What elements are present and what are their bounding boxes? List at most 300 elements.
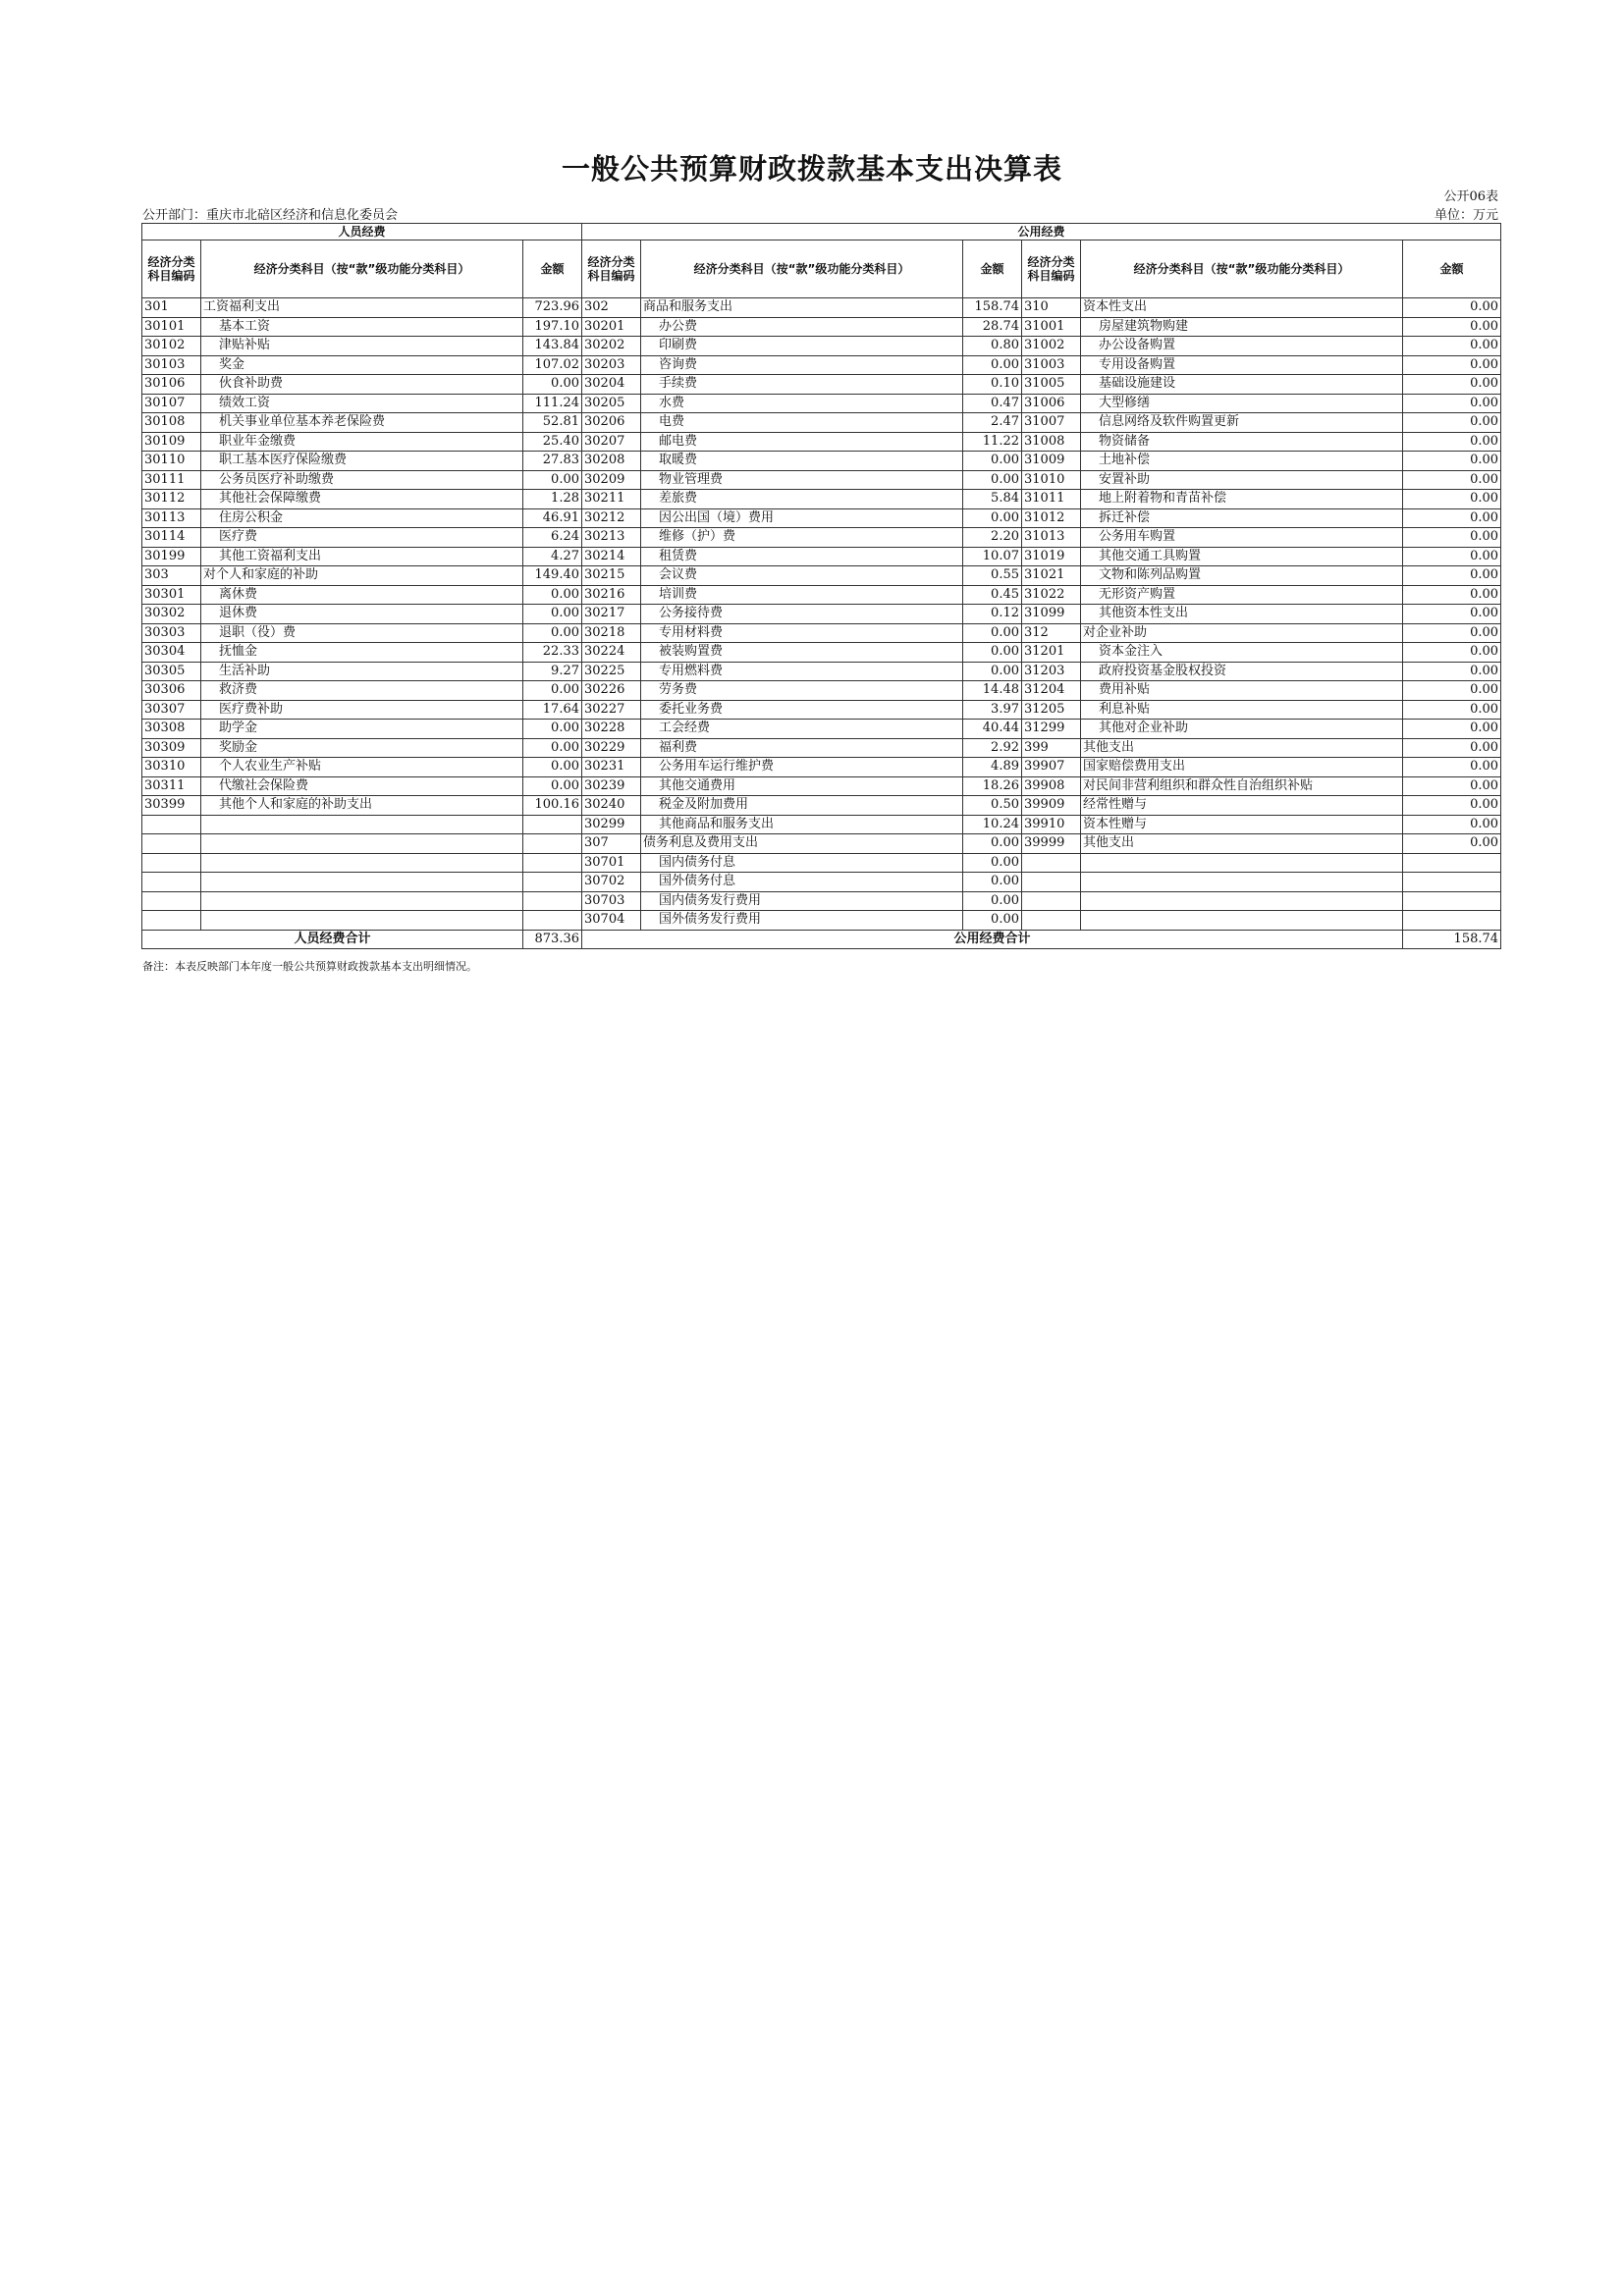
cell-code: 30212 <box>582 508 641 528</box>
table-row <box>142 720 1501 739</box>
col-header-code: 经济分类科目编码 <box>142 240 201 298</box>
cell-amount: 0.00 <box>963 834 1022 854</box>
cell-amount: 0.00 <box>1403 375 1501 395</box>
cell-code: 30310 <box>142 758 201 777</box>
cell-amount <box>1403 891 1501 911</box>
cell-code: 31009 <box>1022 452 1081 471</box>
cell-code <box>142 873 201 892</box>
cell-name: 办公设备购置 <box>1081 337 1403 356</box>
cell-amount: 0.00 <box>1403 317 1501 337</box>
cell-amount: 0.00 <box>1403 834 1501 854</box>
cell-amount: 0.00 <box>1403 470 1501 490</box>
cell-code: 307 <box>582 834 641 854</box>
cell-code: 303 <box>142 566 201 586</box>
cell-amount: 14.48 <box>963 681 1022 701</box>
cell-name <box>1081 911 1403 931</box>
cell-amount: 2.20 <box>963 528 1022 548</box>
cell-amount: 0.00 <box>1403 355 1501 375</box>
cell-code: 30216 <box>582 585 641 605</box>
cell-code <box>1022 853 1081 873</box>
cell-name: 职业年金缴费 <box>201 432 523 452</box>
cell-name: 生活补助 <box>201 662 523 681</box>
cell-amount: 0.00 <box>963 470 1022 490</box>
cell-code: 31201 <box>1022 643 1081 663</box>
col-header-amount: 金额 <box>1403 240 1501 298</box>
cell-code: 31021 <box>1022 566 1081 586</box>
cell-amount: 107.02 <box>523 355 582 375</box>
cell-code: 39999 <box>1022 834 1081 854</box>
cell-code: 30204 <box>582 375 641 395</box>
table-row <box>142 470 1501 490</box>
cell-code: 31204 <box>1022 681 1081 701</box>
cell-code: 30231 <box>582 758 641 777</box>
cell-name: 水费 <box>641 394 963 413</box>
cell-name: 拆迁补偿 <box>1081 508 1403 528</box>
cell-code: 399 <box>1022 738 1081 758</box>
cell-amount <box>523 834 582 854</box>
cell-code: 30309 <box>142 738 201 758</box>
cell-name: 职工基本医疗保险缴费 <box>201 452 523 471</box>
cell-name: 医疗费 <box>201 528 523 548</box>
cell-code: 310 <box>1022 298 1081 318</box>
cell-code <box>142 815 201 834</box>
cell-name <box>201 853 523 873</box>
cell-code: 30113 <box>142 508 201 528</box>
cell-amount: 22.33 <box>523 643 582 663</box>
department-label: 公开部门：重庆市北碚区经济和信息化委员会 <box>142 208 399 223</box>
cell-amount <box>1403 911 1501 931</box>
cell-name: 电费 <box>641 413 963 433</box>
cell-amount: 0.00 <box>963 662 1022 681</box>
table-row <box>142 452 1501 471</box>
doc-code: 公开06表 <box>1443 189 1498 204</box>
cell-amount: 0.00 <box>523 681 582 701</box>
col-header-amount: 金额 <box>963 240 1022 298</box>
cell-amount: 0.00 <box>523 585 582 605</box>
cell-name: 其他支出 <box>1081 834 1403 854</box>
cell-amount: 0.00 <box>523 623 582 643</box>
cell-code: 30209 <box>582 470 641 490</box>
table-row <box>142 758 1501 777</box>
cell-name: 医疗费补助 <box>201 700 523 720</box>
col-header-code: 经济分类科目编码 <box>1022 240 1081 298</box>
cell-amount: 0.00 <box>1403 605 1501 624</box>
cell-code: 30311 <box>142 776 201 796</box>
cell-name: 退休费 <box>201 605 523 624</box>
cell-name: 其他交通费用 <box>641 776 963 796</box>
cell-code: 31013 <box>1022 528 1081 548</box>
cell-code: 30215 <box>582 566 641 586</box>
cell-amount: 2.92 <box>963 738 1022 758</box>
cell-code: 30207 <box>582 432 641 452</box>
cell-code: 30111 <box>142 470 201 490</box>
cell-code: 30203 <box>582 355 641 375</box>
cell-amount <box>523 815 582 834</box>
cell-amount <box>523 891 582 911</box>
cell-amount <box>1403 853 1501 873</box>
cell-name <box>1081 853 1403 873</box>
cell-amount: 111.24 <box>523 394 582 413</box>
cell-amount: 0.00 <box>1403 413 1501 433</box>
unit-label: 单位：万元 <box>1434 208 1498 223</box>
cell-amount: 27.83 <box>523 452 582 471</box>
cell-amount: 0.00 <box>523 375 582 395</box>
table-row <box>142 566 1501 586</box>
col-header-name: 经济分类科目（按“款”级功能分类科目） <box>201 240 523 298</box>
cell-name: 被装购置费 <box>641 643 963 663</box>
cell-amount: 0.00 <box>1403 508 1501 528</box>
cell-amount: 0.00 <box>1403 720 1501 739</box>
cell-name: 救济费 <box>201 681 523 701</box>
cell-code: 30301 <box>142 585 201 605</box>
cell-amount: 4.89 <box>963 758 1022 777</box>
cell-code: 30303 <box>142 623 201 643</box>
table-row <box>142 873 1501 892</box>
table-row <box>142 662 1501 681</box>
table-row <box>142 490 1501 509</box>
cell-code: 302 <box>582 298 641 318</box>
cell-name: 国内债务付息 <box>641 853 963 873</box>
cell-code: 31019 <box>1022 547 1081 566</box>
cell-code: 312 <box>1022 623 1081 643</box>
cell-name: 对个人和家庭的补助 <box>201 566 523 586</box>
cell-code: 30703 <box>582 891 641 911</box>
table-row <box>142 815 1501 834</box>
cell-code: 301 <box>142 298 201 318</box>
cell-amount: 0.00 <box>1403 700 1501 720</box>
cell-code: 31006 <box>1022 394 1081 413</box>
cell-name <box>201 891 523 911</box>
cell-amount <box>523 873 582 892</box>
cell-code: 31010 <box>1022 470 1081 490</box>
cell-name: 其他个人和家庭的补助支出 <box>201 796 523 816</box>
cell-code: 30701 <box>582 853 641 873</box>
table-row <box>142 796 1501 816</box>
cell-name: 维修（护）费 <box>641 528 963 548</box>
cell-name: 离休费 <box>201 585 523 605</box>
table-row <box>142 643 1501 663</box>
cell-name: 对企业补助 <box>1081 623 1403 643</box>
cell-name: 无形资产购置 <box>1081 585 1403 605</box>
cell-name: 政府投资基金股权投资 <box>1081 662 1403 681</box>
cell-amount: 0.12 <box>963 605 1022 624</box>
table-row <box>142 681 1501 701</box>
cell-amount <box>523 911 582 931</box>
cell-amount: 143.84 <box>523 337 582 356</box>
cell-name <box>1081 873 1403 892</box>
cell-code: 30227 <box>582 700 641 720</box>
cell-code: 30305 <box>142 662 201 681</box>
cell-amount: 149.40 <box>523 566 582 586</box>
table-row <box>142 355 1501 375</box>
table-row <box>142 432 1501 452</box>
table-row <box>142 375 1501 395</box>
table-row <box>142 776 1501 796</box>
cell-code: 30107 <box>142 394 201 413</box>
cell-name: 资本性赠与 <box>1081 815 1403 834</box>
table-row <box>142 700 1501 720</box>
cell-code: 30106 <box>142 375 201 395</box>
cell-code: 31003 <box>1022 355 1081 375</box>
cell-amount: 0.00 <box>963 355 1022 375</box>
cell-amount: 0.00 <box>963 853 1022 873</box>
col-header-amount: 金额 <box>523 240 582 298</box>
table-row <box>142 853 1501 873</box>
cell-amount: 0.00 <box>1403 662 1501 681</box>
cell-amount: 0.00 <box>1403 738 1501 758</box>
cell-amount: 0.00 <box>523 776 582 796</box>
cell-code <box>1022 873 1081 892</box>
cell-name: 手续费 <box>641 375 963 395</box>
cell-name: 奖金 <box>201 355 523 375</box>
cell-code: 30201 <box>582 317 641 337</box>
cell-name: 其他社会保障缴费 <box>201 490 523 509</box>
cell-name: 培训费 <box>641 585 963 605</box>
cell-name: 大型修缮 <box>1081 394 1403 413</box>
cell-amount: 0.00 <box>1403 394 1501 413</box>
table-row <box>142 605 1501 624</box>
cell-amount: 158.74 <box>963 298 1022 318</box>
cell-amount <box>1403 873 1501 892</box>
cell-name: 地上附着物和青苗补偿 <box>1081 490 1403 509</box>
cell-name: 物资储备 <box>1081 432 1403 452</box>
cell-code: 30225 <box>582 662 641 681</box>
cell-amount: 10.07 <box>963 547 1022 566</box>
cell-code: 30211 <box>582 490 641 509</box>
cell-code: 31005 <box>1022 375 1081 395</box>
cell-amount: 0.00 <box>1403 566 1501 586</box>
cell-amount: 0.00 <box>963 643 1022 663</box>
cell-code: 31007 <box>1022 413 1081 433</box>
cell-amount: 2.47 <box>963 413 1022 433</box>
cell-name: 住房公积金 <box>201 508 523 528</box>
cell-amount: 0.00 <box>523 758 582 777</box>
cell-code <box>1022 911 1081 931</box>
totals-row <box>142 930 1501 949</box>
cell-amount: 0.50 <box>963 796 1022 816</box>
cell-name: 文物和陈列品购置 <box>1081 566 1403 586</box>
cell-amount: 0.00 <box>523 738 582 758</box>
cell-name: 印刷费 <box>641 337 963 356</box>
cell-code: 30229 <box>582 738 641 758</box>
cell-amount: 52.81 <box>523 413 582 433</box>
cell-name: 助学金 <box>201 720 523 739</box>
cell-amount: 0.00 <box>523 720 582 739</box>
cell-name: 其他交通工具购置 <box>1081 547 1403 566</box>
cell-amount: 197.10 <box>523 317 582 337</box>
cell-name: 劳务费 <box>641 681 963 701</box>
cell-name: 专用燃料费 <box>641 662 963 681</box>
cell-name: 费用补贴 <box>1081 681 1403 701</box>
cell-code: 30302 <box>142 605 201 624</box>
cell-code: 31205 <box>1022 700 1081 720</box>
cell-name: 抚恤金 <box>201 643 523 663</box>
cell-amount: 0.00 <box>963 508 1022 528</box>
cell-code: 31002 <box>1022 337 1081 356</box>
cell-name: 土地补偿 <box>1081 452 1403 471</box>
cell-name: 租赁费 <box>641 547 963 566</box>
cell-name: 其他资本性支出 <box>1081 605 1403 624</box>
cell-name: 债务利息及费用支出 <box>641 834 963 854</box>
table-row <box>142 317 1501 337</box>
col-header-code: 经济分类科目编码 <box>582 240 641 298</box>
cell-name: 基本工资 <box>201 317 523 337</box>
cell-code: 31011 <box>1022 490 1081 509</box>
cell-name: 物业管理费 <box>641 470 963 490</box>
cell-code <box>142 834 201 854</box>
cell-code: 31012 <box>1022 508 1081 528</box>
cell-code: 30102 <box>142 337 201 356</box>
cell-amount: 28.74 <box>963 317 1022 337</box>
cell-name: 办公费 <box>641 317 963 337</box>
cell-amount: 5.84 <box>963 490 1022 509</box>
cell-amount: 0.00 <box>1403 528 1501 548</box>
cell-amount: 0.00 <box>1403 796 1501 816</box>
cell-code: 30101 <box>142 317 201 337</box>
cell-amount: 17.64 <box>523 700 582 720</box>
cell-name: 安置补助 <box>1081 470 1403 490</box>
cell-code <box>142 853 201 873</box>
cell-amount: 11.22 <box>963 432 1022 452</box>
cell-name: 绩效工资 <box>201 394 523 413</box>
table-row <box>142 337 1501 356</box>
cell-amount: 10.24 <box>963 815 1022 834</box>
table-row <box>142 547 1501 566</box>
cell-code: 30299 <box>582 815 641 834</box>
cell-name: 专用设备购置 <box>1081 355 1403 375</box>
cell-name: 取暖费 <box>641 452 963 471</box>
cell-name: 经常性赠与 <box>1081 796 1403 816</box>
cell-name: 委托业务费 <box>641 700 963 720</box>
cell-name: 资本金注入 <box>1081 643 1403 663</box>
cell-code: 39908 <box>1022 776 1081 796</box>
table-row <box>142 585 1501 605</box>
cell-name: 对民间非营利组织和群众性自治组织补贴 <box>1081 776 1403 796</box>
cell-name: 信息网络及软件购置更新 <box>1081 413 1403 433</box>
cell-amount: 0.45 <box>963 585 1022 605</box>
cell-name: 公务用车购置 <box>1081 528 1403 548</box>
table-row <box>142 413 1501 433</box>
cell-amount: 46.91 <box>523 508 582 528</box>
cell-code: 30112 <box>142 490 201 509</box>
footnote: 备注：本表反映部门本年度一般公共预算财政拨款基本支出明细情况。 <box>142 960 477 973</box>
cell-name: 退职（役）费 <box>201 623 523 643</box>
col-header-name: 经济分类科目（按“款”级功能分类科目） <box>641 240 963 298</box>
cell-code: 31022 <box>1022 585 1081 605</box>
cell-code: 30214 <box>582 547 641 566</box>
cell-name <box>201 873 523 892</box>
cell-amount: 0.00 <box>963 452 1022 471</box>
cell-code: 30226 <box>582 681 641 701</box>
cell-amount: 0.10 <box>963 375 1022 395</box>
cell-name: 专用材料费 <box>641 623 963 643</box>
cell-code: 30240 <box>582 796 641 816</box>
cell-code: 39909 <box>1022 796 1081 816</box>
cell-amount: 25.40 <box>523 432 582 452</box>
cell-amount: 0.00 <box>1403 643 1501 663</box>
cell-code: 30217 <box>582 605 641 624</box>
cell-name: 房屋建筑物购建 <box>1081 317 1403 337</box>
cell-name: 基础设施建设 <box>1081 375 1403 395</box>
cell-amount: 1.28 <box>523 490 582 509</box>
cell-code <box>142 891 201 911</box>
table-row <box>142 298 1501 318</box>
cell-amount: 0.00 <box>1403 490 1501 509</box>
cell-amount: 0.00 <box>523 605 582 624</box>
cell-amount: 723.96 <box>523 298 582 318</box>
cell-code: 30239 <box>582 776 641 796</box>
cell-name: 商品和服务支出 <box>641 298 963 318</box>
cell-code: 30307 <box>142 700 201 720</box>
cell-amount: 0.00 <box>1403 681 1501 701</box>
cell-amount <box>523 853 582 873</box>
cell-name: 资本性支出 <box>1081 298 1403 318</box>
cell-code: 30202 <box>582 337 641 356</box>
table-row <box>142 834 1501 854</box>
cell-amount: 0.00 <box>1403 585 1501 605</box>
cell-amount: 0.80 <box>963 337 1022 356</box>
cell-amount: 0.00 <box>1403 298 1501 318</box>
cell-name: 咨询费 <box>641 355 963 375</box>
cell-code: 30306 <box>142 681 201 701</box>
cell-amount: 0.00 <box>1403 623 1501 643</box>
cell-amount: 0.00 <box>1403 432 1501 452</box>
cell-code: 31008 <box>1022 432 1081 452</box>
cell-code: 30208 <box>582 452 641 471</box>
cell-code: 30103 <box>142 355 201 375</box>
cell-name: 机关事业单位基本养老保险费 <box>201 413 523 433</box>
cell-code: 31099 <box>1022 605 1081 624</box>
cell-amount: 0.00 <box>523 470 582 490</box>
cell-name: 会议费 <box>641 566 963 586</box>
cell-amount: 0.00 <box>1403 547 1501 566</box>
cell-amount: 0.00 <box>1403 815 1501 834</box>
cell-name: 其他工资福利支出 <box>201 547 523 566</box>
cell-code: 30199 <box>142 547 201 566</box>
cell-code: 39910 <box>1022 815 1081 834</box>
personnel-total-label: 人员经费合计 <box>142 930 523 949</box>
cell-code: 30218 <box>582 623 641 643</box>
cell-amount: 0.47 <box>963 394 1022 413</box>
table-row <box>142 508 1501 528</box>
cell-name: 邮电费 <box>641 432 963 452</box>
cell-code: 30114 <box>142 528 201 548</box>
cell-name: 个人农业生产补贴 <box>201 758 523 777</box>
cell-name: 奖励金 <box>201 738 523 758</box>
cell-name: 其他支出 <box>1081 738 1403 758</box>
cell-code: 30308 <box>142 720 201 739</box>
cell-name: 国外债务发行费用 <box>641 911 963 931</box>
cell-code: 39907 <box>1022 758 1081 777</box>
cell-code: 30213 <box>582 528 641 548</box>
cell-code: 30108 <box>142 413 201 433</box>
cell-code <box>1022 891 1081 911</box>
cell-code <box>142 911 201 931</box>
cell-amount: 0.00 <box>963 873 1022 892</box>
col-header-name: 经济分类科目（按“款”级功能分类科目） <box>1081 240 1403 298</box>
cell-amount: 40.44 <box>963 720 1022 739</box>
cell-name: 国内债务发行费用 <box>641 891 963 911</box>
table-row <box>142 623 1501 643</box>
public-total-amount: 158.74 <box>1403 930 1501 949</box>
table-row <box>142 891 1501 911</box>
cell-amount: 0.00 <box>963 891 1022 911</box>
cell-name: 国外债务付息 <box>641 873 963 892</box>
cell-name: 利息补贴 <box>1081 700 1403 720</box>
cell-code: 30110 <box>142 452 201 471</box>
cell-name: 伙食补助费 <box>201 375 523 395</box>
cell-amount: 0.00 <box>1403 337 1501 356</box>
